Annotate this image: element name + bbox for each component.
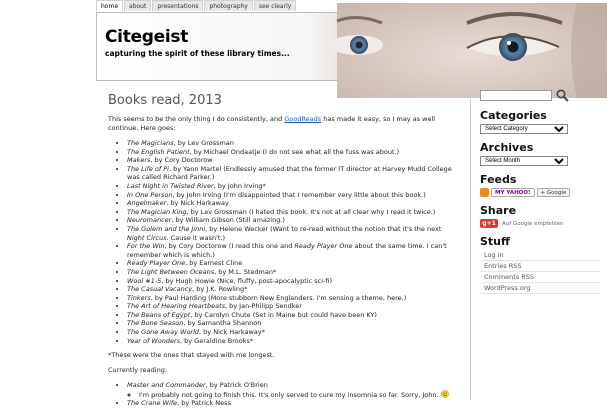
smiley-icon [441,390,449,398]
list-item [127,208,460,217]
book-title: The Beans of Egypt [127,310,191,319]
book-title: Master and Commander [127,381,206,390]
list-item [127,381,460,399]
post-intro [108,115,460,133]
books-read-list [108,139,460,345]
list-item [127,199,460,208]
list-item [127,156,460,165]
site-title[interactable]: Citegeist [105,27,189,47]
book-details: , by M.L. Stedman* [214,267,277,276]
book-title: The Magicians [127,139,174,147]
categories-heading: Categories [480,109,547,122]
book-details: , by John Irving (I'm disappointed that I remember very little about this book.) [172,190,426,199]
book-title: The Casual Vacancy [127,285,193,294]
book-details: , by Patrick Ness [177,399,231,408]
list-item [127,302,460,311]
nav-tab-about[interactable]: about [124,0,151,11]
book-details: , by Michael Ondaatje (I do not see what all the fuss was about.) [189,147,400,156]
book-title: Makers [127,156,151,165]
list-item [480,261,600,272]
book-details: , by Lev Grossman [173,139,234,147]
book-details: , by Samantha Shannon [183,319,262,328]
list-item [127,337,460,346]
book-details: , by Yann Martel (Endlessly amused that the former IT director at Harvey Mudd College was called Richard Parker.) [127,164,452,182]
comments-rss-link[interactable]: Comments RSS [484,273,535,281]
currently-reading-label: Currently reading: [108,366,168,375]
share-buttons [480,219,600,228]
goodreads-link[interactable]: GoodReads [284,115,322,123]
book-title-secondary: Ready Player One [294,242,353,251]
list-item [127,148,460,157]
book-title: Neuromancer [127,216,172,225]
wordpress-org-link[interactable]: WordPress.org [484,284,531,292]
book-title: For the Win [127,242,165,251]
list-item [127,319,460,328]
google-plus-label: Auf Google empfehlen [502,220,564,227]
book-details: , by John Irving* [213,181,266,190]
book-title: The Art of Hearing Heartbeats [127,302,226,311]
list-item [127,225,460,242]
book-title: The Gone Away World [127,328,200,337]
book-details: , by Nick Harkaway [166,199,229,208]
book-title: The Life of Pi [127,164,169,173]
list-item [127,399,460,408]
nav-tab-photography[interactable]: photography [204,0,252,11]
archives-heading: Archives [480,141,534,154]
book-title: The Crane Wife [127,399,178,408]
rss-icon[interactable] [480,188,489,197]
book-details: , by William Gibson (Still amazing.) [171,216,285,225]
site-tagline: capturing the spirit of these library times... [105,49,290,58]
post-footnote: *These were the ones that stayed with me longest. [108,351,275,360]
sidebar [470,81,600,400]
book-details: , by Lev Grossman (I hated this book. It's not at all clear why I read it twice.) [186,207,436,216]
intro-text-after: has made it easy, so I may as well continue. Here goes: [108,115,436,132]
book-details: , by Geraldine Brooks* [180,336,254,345]
list-item [480,272,600,283]
feeds-heading: Feeds [480,173,517,186]
nav-tab-presentations[interactable]: presentations [152,0,203,11]
add-to-google-button[interactable]: + Google [537,188,571,197]
book-title: Tinkers [127,293,151,302]
book-details: , by J.K. Rowling* [192,285,248,294]
main-content [96,81,470,408]
categories-select[interactable] [480,124,568,134]
book-details: , by Cory Doctorow [150,156,213,165]
list-item [127,285,460,294]
book-details-secondary: about the same time. I can't remember which is which.) [127,242,447,259]
list-item [127,165,460,182]
list-item [127,259,460,268]
list-item [127,311,460,320]
list-item [127,242,460,259]
book-title: Year of Wonders [127,336,181,345]
book-details: , by Earnest Cline [185,259,243,268]
list-item [127,191,460,200]
book-title: Ready Player One [127,259,186,268]
book-details: , by Nick Harkaway* [199,328,265,337]
book-comment: I'm probably not going to finish this. It's only served to cure my insomnia so far. Sorry, John. [139,390,439,399]
feeds-buttons [480,188,600,197]
list-item [127,139,460,148]
archives-select[interactable] [480,156,568,166]
book-details: , by Paul Harding (More stubborn New Englanders. I'm sensing a theme, here.) [150,293,407,302]
search-box [480,89,600,102]
book-details: , by Cory Doctorow (I read this one and [164,242,295,251]
nav-tab-see-clearly[interactable]: see clearly [254,0,296,11]
entries-rss-link[interactable]: Entries RSS [484,262,522,270]
list-item [127,216,460,225]
top-navigation [96,0,296,12]
list-item [127,277,460,286]
list-item [139,390,460,400]
book-title: The Magician King [127,207,187,216]
book-title: The Golem and the Jinni [127,224,206,233]
book-title: Angelmaker [127,199,167,208]
site-header [96,12,600,81]
list-item [127,294,460,303]
book-details: , by Hugh Howie (Nice, fluffy, post-apocalyptic sci-fi) [161,276,332,285]
book-details: , by Carolyn Chute (Set in Maine but could have been KY) [190,310,377,319]
sub-list [127,390,460,400]
book-title-secondary: Night Circus [127,233,167,242]
book-title: Last Night in Twisted River [127,181,214,190]
nav-tab-home[interactable]: home [96,0,123,11]
share-heading: Share [480,204,517,217]
stuff-list [480,250,600,294]
intro-text-before: This seems to be the only thing I do consistently, and [108,115,285,123]
currently-reading-list [108,381,460,408]
log-in-link[interactable]: Log in [484,251,504,259]
stuff-heading: Stuff [480,235,510,248]
book-title: In One Person [127,190,173,199]
my-yahoo-button[interactable]: MY YAHOO! [491,188,535,197]
book-details-secondary: . Cause it wasn't.) [166,233,226,242]
book-details: , by Jan-Philipp Sendker [225,302,302,311]
book-title: The Light Between Oceans [127,267,215,276]
book-title: The Bone Season [127,319,184,328]
search-input[interactable] [480,90,552,101]
search-button[interactable] [556,89,569,102]
post-title[interactable]: Books read, 2013 [108,93,222,108]
list-item [127,268,460,277]
list-item [127,182,460,191]
list-item [480,283,600,294]
book-details: , by Patrick O'Brien [205,381,268,390]
book-title: Wool #1-5 [127,276,162,285]
list-item [127,328,460,337]
search-icon [556,89,569,102]
google-plus-one-button[interactable]: g+1 [480,219,498,228]
book-title: The English Patient [127,147,190,156]
list-item [480,250,600,261]
book-details: , by Helene Wecker (Want to re-read without the notion that it's the next [205,224,442,233]
